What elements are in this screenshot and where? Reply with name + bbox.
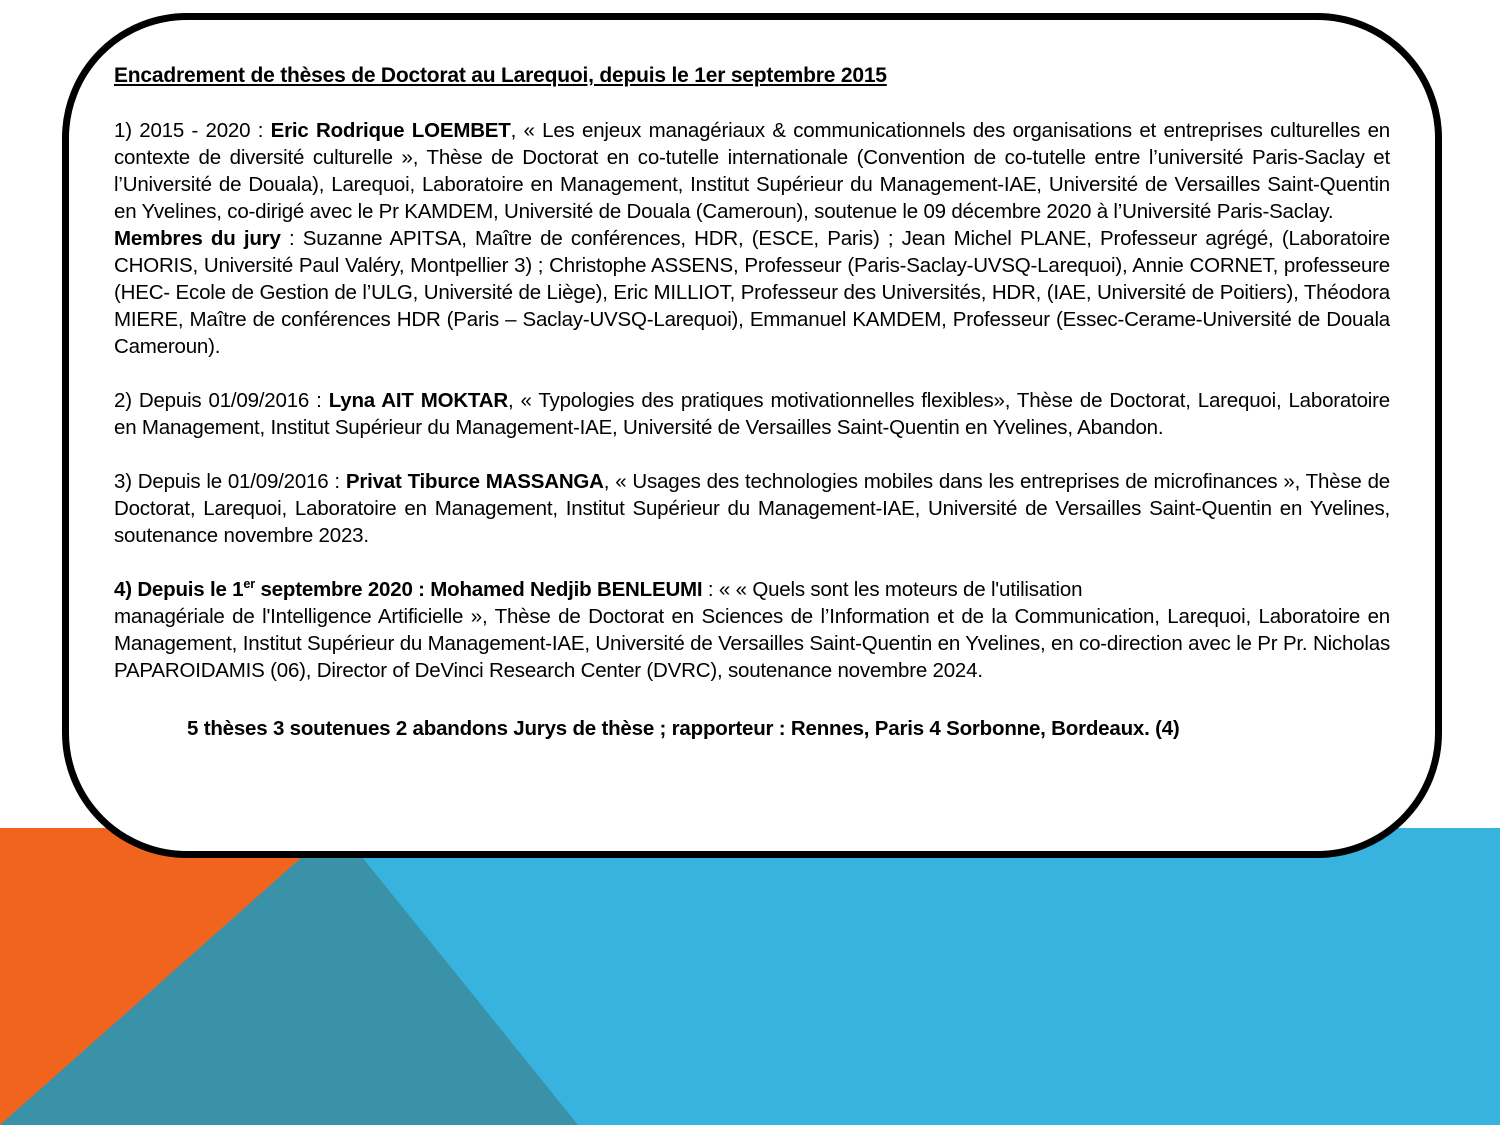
paragraph-jury: Membres du jury : Suzanne APITSA, Maître de conférences, HDR, (ESCE, Paris) ; Jean Michel PLANE, Professeur agrégé, (Laboratoire CHORIS, Université Paul Valéry, Montpellier 3) ; Christophe ASSENS, Professeur (Paris-Saclay-UVSQ-Larequoi), Annie CORNET, professeure (HEC- Ecole de Gestion de l’ULG, Université de Liège), Eric MILLIOT, Professeur des Universités, HDR, (IAE, Université de Poitiers), Théodora MIERE, Maître de conférences HDR (Paris – Saclay-UVSQ-Larequoi), Emmanuel KAMDEM, Professeur (Essec-Cerame-Université de Douala Cameroun).: [114, 227, 1390, 358]
content-card: [62, 13, 1442, 858]
spacer: [114, 360, 1390, 387]
spacer: [114, 549, 1390, 576]
paragraph-thesis-4: 4) Depuis le 1er septembre 2020 : Mohamed Nedjib BENLEUMI : « « Quels sont les moteurs de l'utilisation managériale de l'Intelligence Artificielle », Thèse de Doctorat en Sciences de l’Information et de la Communication, Larequoi, Laboratoire en Management, Institut Supérieur du Management-IAE, Université de Versailles Saint-Quentin en Yvelines, en co-direction avec le Pr Pr. Nicholas PAPAROIDAMIS (06), Director of DeVinci Research Center (DVRC), soutenance novembre 2024.: [114, 576, 1390, 682]
slide-title: Encadrement de thèses de Doctorat au Larequoi, depuis le 1er septembre 2015: [114, 64, 887, 87]
paragraph-thesis-1: 1) 2015 - 2020 : Eric Rodrique LOEMBET, « Les enjeux managériaux & communicationnels des organisations et entreprises culturelles en contexte de diversité culturelle », Thèse de Doctorat en co-tutelle internationale (Convention de co-tutelle entre l’université Paris-Saclay et l’Université de Douala), Larequoi, Laboratoire en Management, Institut Supérieur du Management-IAE, Université de Versailles Saint-Quentin en Yvelines, co-dirigé avec le Pr KAMDEM, Université de Douala (Cameroun), soutenue le 09 décembre 2020 à l’Université Paris-Saclay.: [114, 119, 1390, 223]
paragraph-thesis-3: 3) Depuis le 01/09/2016 : Privat Tiburce MASSANGA, « Usages des technologies mobiles dans les entreprises de microfinances », Thèse de Doctorat, Larequoi, Laboratoire en Management, Institut Supérieur du Management-IAE, Université de Versailles Saint-Quentin en Yvelines, soutenance novembre 2023.: [114, 470, 1390, 547]
paragraph-thesis-2: 2) Depuis 01/09/2016 : Lyna AIT MOKTAR, « Typologies des pratiques motivationnelles flexibles», Thèse de Doctorat, Larequoi, Laboratoire en Management, Institut Supérieur du Management-IAE, Université de Versailles Saint-Quentin en Yvelines, Abandon.: [114, 389, 1390, 439]
summary-line: 5 thèses 3 soutenues 2 abandons Jurys de thèse ; rapporteur : Rennes, Paris 4 Sorbonne, Bordeaux. (4): [187, 717, 1180, 740]
spacer: [114, 441, 1390, 468]
